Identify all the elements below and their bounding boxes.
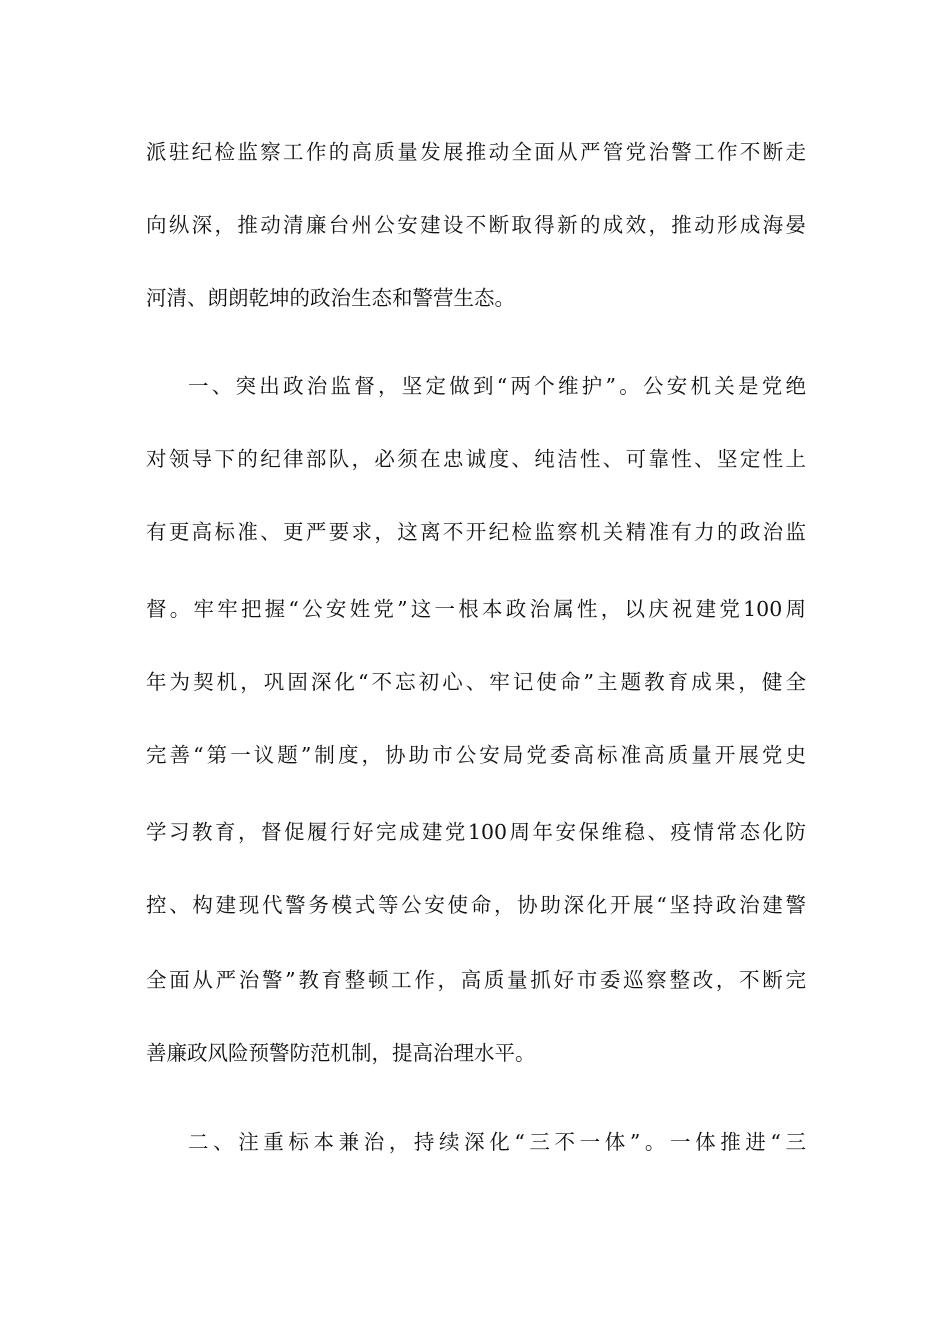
paragraph-heading-line: 一、突出政治监督，坚定做到“两个维护”。公安机关是党绝 [188,374,806,398]
text-line: 年为契机，巩固深化“不忘初心、牢记使命”主题教育成果，健全 [146,670,806,694]
text-line: 河清、朗朗乾坤的政治生态和警营生态。 [146,286,515,310]
text-line: 全面从严治警”教育整顿工作，高质量抓好市委巡察整改，不断完 [146,968,806,992]
text-line: 督。牢牢把握“公安姓党”这一根本政治属性，以庆祝建党100周 [146,597,806,621]
text-line: 对领导下的纪律部队，必须在忠诚度、纯洁性、可靠性、坚定性上 [146,447,806,471]
text-line: 派驻纪检监察工作的高质量发展推动全面从严管党治警工作不断走 [146,140,806,164]
text-line: 向纵深，推动清廉台州公安建设不断取得新的成效，推动形成海晏 [146,213,806,237]
paragraph-heading-line: 二、注重标本兼治，持续深化“三不一体”。一体推进“三 [188,1130,806,1154]
text-line: 善廉政风险预警防范机制，提高治理水平。 [146,1041,536,1065]
text-line: 完善“第一议题”制度，协助市公安局党委高标准高质量开展党史 [146,743,806,767]
text-line: 有更高标准、更严要求，这离不开纪检监察机关精准有力的政治监 [146,520,806,544]
text-line: 学习教育，督促履行好完成建党100周年安保维稳、疫情常态化防 [146,820,806,844]
text-line: 控、构建现代警务模式等公安使命，协助深化开展“坚持政治建警 [146,893,806,917]
